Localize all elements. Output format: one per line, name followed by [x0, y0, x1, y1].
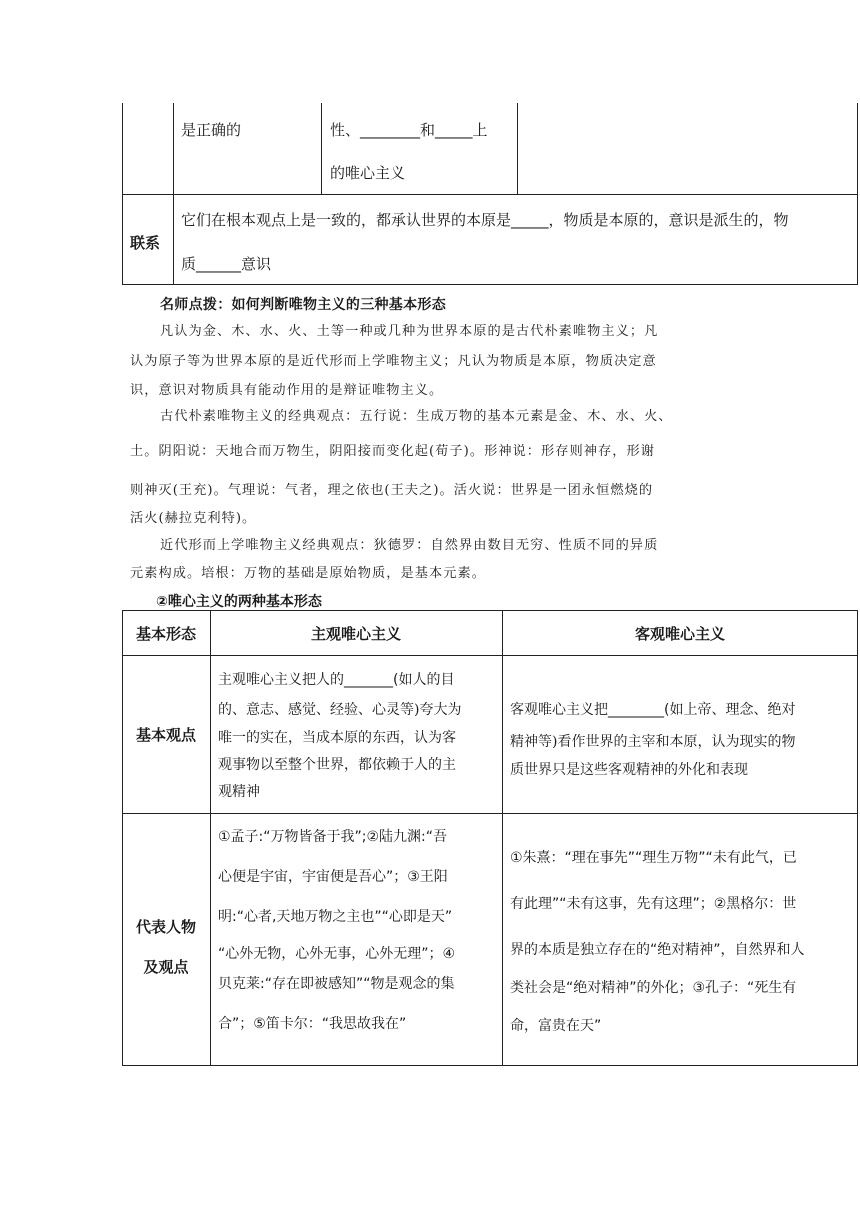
paragraph-line: 认为原子等为世界本原的是近代形而上学唯物主义；凡认为物质是本原，物质决定意	[130, 354, 657, 369]
cell-text: 是正确的	[181, 121, 242, 139]
cell-text: 的唯心主义	[330, 164, 406, 182]
text-line: 心便是宇宙，宇宙便是吾心”；③王阳	[218, 869, 448, 885]
text-line: 质世界只是这些客观精神的外化和表现	[510, 762, 748, 778]
paragraph-line: 凡认为金、木、水、火、土等一种或几种为世界本原的是古代朴素唯物主义；凡	[160, 324, 659, 339]
table-border	[122, 813, 858, 814]
cell-text: 性、________和_____上	[330, 121, 488, 139]
text-line: “心外无物，心外无事，心外无理”；④	[218, 946, 456, 962]
table-border	[122, 1065, 858, 1066]
text-line: 精神等)看作世界的主宰和本原，认为现实的物	[510, 734, 796, 750]
text-line: 类社会是“绝对精神”的外化；③孔子：“死生有	[510, 980, 797, 996]
table-border	[857, 610, 858, 1066]
row-label: 基本观点	[135, 726, 196, 744]
text-line: 观精神	[218, 784, 260, 800]
paragraph-line: 古代朴素唯物主义的经典观点：五行说：生成万物的基本元素是金、木、水、火、	[160, 409, 673, 424]
text-line: 主观唯心主义把人的_______(如人的目	[218, 672, 455, 688]
header-cell: 主观唯心主义	[310, 625, 401, 643]
objective-view	[510, 693, 795, 784]
table-border	[122, 610, 123, 1066]
subjective-view	[218, 665, 461, 806]
table-border	[321, 103, 322, 195]
text-line: 界的本质是独立存在的“绝对精神”，自然界和人	[510, 942, 805, 958]
text-line: ①朱熹：“理在事先”“理生万物”“未有此气，已	[510, 850, 797, 866]
table-border	[210, 610, 211, 1066]
text-line: 客观唯心主义把________(如上帝、理念、绝对	[510, 702, 796, 718]
table-border	[122, 284, 858, 285]
paragraph-line: 元素构成。培根：万物的基础是原始物质，是基本元素。	[130, 566, 486, 581]
text-line: 唯一的实在，当成本原的东西，认为客	[218, 730, 456, 746]
paragraph-line: 则神灭(王充)。气理说：气者，理之依也(王夫之)。活火说：世界是一团永恒燃烧的	[130, 483, 654, 498]
subjective-figures	[218, 822, 455, 1039]
text-line: ①孟子:“万物皆备于我”;②陆九渊:“吾	[218, 829, 448, 845]
text-line: 合”；⑤笛卡尔：“我思故我在”	[218, 1016, 407, 1032]
text-line: 有此理”“未有这事，先有这理”；②黑格尔：世	[510, 896, 797, 912]
paragraph-line: 活火(赫拉克利特)。	[130, 511, 257, 526]
header-cell: 客观唯心主义	[634, 625, 725, 643]
header-cell: 基本形态	[135, 625, 196, 643]
section-title: ②唯心主义的两种基本形态	[156, 594, 322, 610]
paragraph-line: 近代形而上学唯物主义经典观点：狄德罗：自然界由数目无穷、性质不同的异质	[160, 538, 659, 553]
paragraph-line: 土。阴阳说：天地合而万物生，阴阳接而变化起(荀子)。形神说：形存则神存，形谢	[130, 444, 655, 459]
objective-figures	[510, 843, 805, 1041]
idealism-table	[122, 610, 858, 1066]
text-line: 观事物以至整个世界，都依赖于人的主	[218, 757, 456, 773]
paragraph-line: 识，意识对物质具有能动作用的是辩证唯物主义。	[130, 383, 444, 398]
row-label: 代表人物	[135, 918, 196, 936]
tips-title: 名师点拨：如何判断唯物主义的三种基本形态	[160, 297, 446, 313]
text-line: 明:“心者,天地万物之主也”“心即是天”	[218, 909, 453, 925]
link-text: 质______意识	[181, 255, 272, 273]
table-border	[122, 194, 858, 195]
row-label: 及观点	[143, 958, 189, 976]
link-label: 联系	[130, 234, 161, 252]
table-border	[122, 610, 858, 611]
table-border	[517, 103, 518, 195]
text-line: 的、意志、感觉、经验、心灵等)夸大为	[218, 702, 462, 718]
text-line: 命，富贵在天”	[510, 1018, 602, 1034]
table-border	[122, 655, 858, 656]
text-line: 贝克莱:“存在即被感知”“物是观念的集	[218, 976, 455, 992]
table-border	[502, 610, 503, 1066]
link-text: 它们在根本观点上是一致的，都承认世界的本原是_____，物质是本原的，意识是派生的，物	[181, 211, 789, 229]
